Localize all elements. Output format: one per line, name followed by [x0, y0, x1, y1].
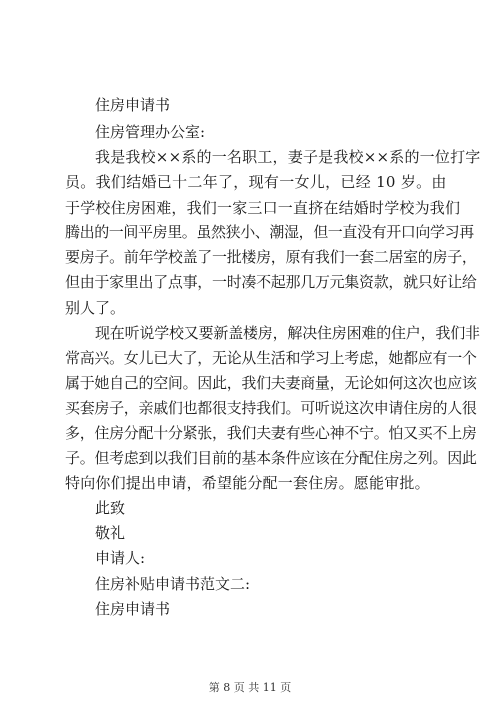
signature-line: 申请人:: [95, 549, 146, 567]
closing-line-1: 此致: [95, 499, 126, 517]
body-line-6: 但由于家里出了点事，一时凑不起那几万元集资款，就只好让给: [65, 273, 477, 291]
body-line-9: 常高兴。女儿已大了，无论从生活和学习上考虑，她都应有一个: [65, 349, 477, 367]
body-line-13: 子。但考虑到以我们目前的基本条件应该在分配住房之列。因此: [65, 449, 477, 467]
recipient-line: 住房管理办公室:: [95, 123, 206, 141]
body-line-2: 员。我们结婚已十二年了，现有一女儿，已经 10 岁。由: [65, 173, 447, 191]
body-line-11: 买套房子，亲戚们也都很支持我们。可听说这次申请住房的人很: [65, 399, 477, 417]
body-line-1: 我是我校××系的一名职工，妻子是我校××系的一位打字: [95, 148, 481, 166]
next-doc-title: 住房申请书: [95, 600, 171, 618]
body-line-3: 于学校住房困难，我们一家三口一直挤在结婚时学校为我们: [65, 199, 461, 217]
body-line-10: 属于她自己的空间。因此，我们夫妻商量，无论如何这次也应该: [65, 374, 477, 392]
page-footer: 第 8 页 共 11 页: [208, 681, 292, 694]
body-line-4: 腾出的一间平房里。虽然狭小、潮湿，但一直没有开口向学习再: [65, 223, 474, 241]
next-section-title: 住房补贴申请书范文二:: [95, 575, 251, 593]
body-line-14: 特向你们提出申请，希望能分配一套住房。愿能审批。: [65, 474, 430, 492]
body-line-7: 别人了。: [65, 299, 126, 317]
body-line-5: 要房子。前年学校盖了一批楼房，原有我们一套二居室的房子，: [65, 248, 477, 266]
body-line-8: 现在听说学校又要新盖楼房，解决住房困难的住户，我们非: [95, 324, 480, 342]
closing-line-2: 敬礼: [95, 524, 126, 542]
doc-title: 住房申请书: [95, 96, 171, 114]
body-line-12: 多，住房分配十分紧张，我们夫妻有些心神不宁。怕又买不上房: [65, 424, 477, 442]
